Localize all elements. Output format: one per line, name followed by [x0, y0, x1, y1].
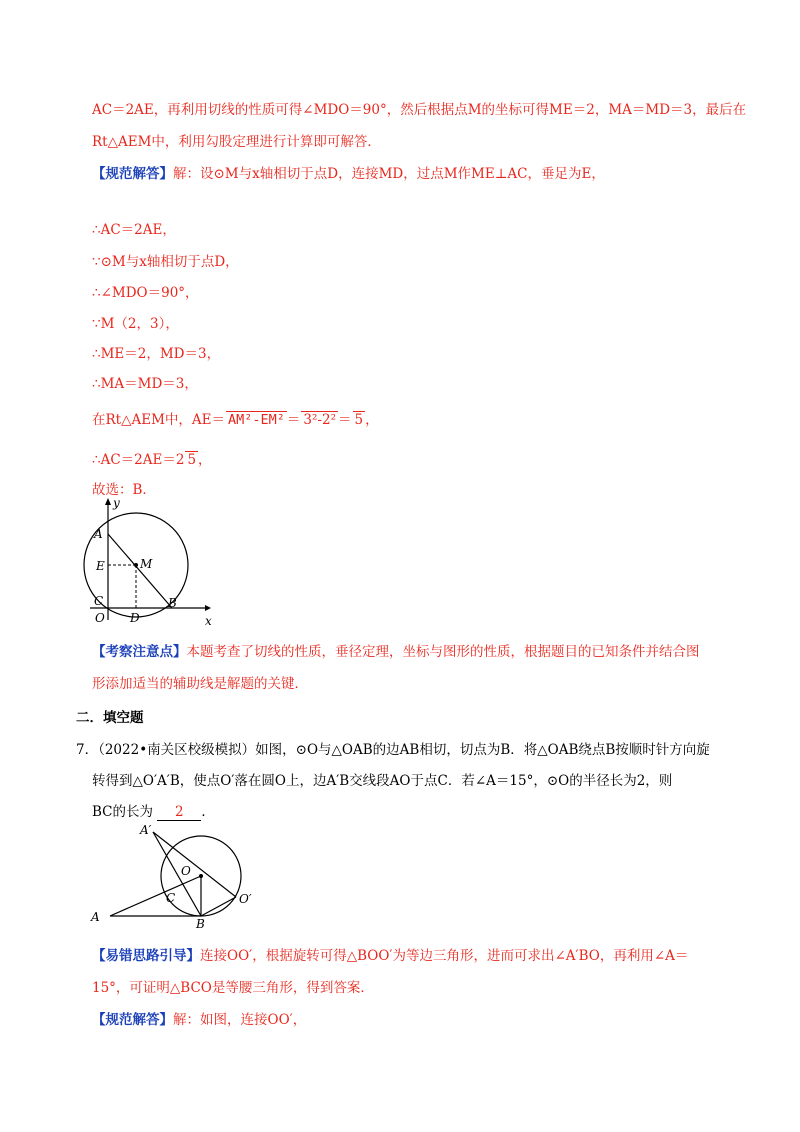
label-b: B [196, 917, 205, 928]
section-tag: 【规范解答】 [92, 1012, 173, 1028]
text-line-14: 形添加适当的辅助线是解题的关键． [92, 676, 308, 692]
point-m [134, 563, 138, 567]
section-tag: 【考察注意点】 [92, 644, 187, 660]
text-line-11 [92, 448, 212, 468]
point-o [199, 874, 203, 878]
note-text: 本题考查了切线的性质，垂径定理，坐标与图形的性质，根据题目的已知条件并结合图 [186, 644, 700, 660]
text-line-12: 故选：B． [92, 482, 156, 498]
section-heading: 二．填空题 [76, 710, 144, 726]
equals-sign: ＝ [286, 412, 301, 428]
radical-3: 5 [354, 412, 364, 428]
text-line-8: ∴ME＝2，MD＝3， [92, 346, 221, 362]
question-text: BC的长为 [92, 804, 154, 820]
solution-line-1 [92, 1008, 306, 1028]
radical: 5 [187, 452, 197, 468]
text-line-7: ∵M（2，3）， [92, 316, 179, 332]
label-a: A [91, 910, 100, 924]
label-c: C [94, 594, 104, 608]
label-d: D [130, 611, 140, 625]
label-o-prime: O′ [239, 892, 252, 906]
y-arrow-icon [105, 498, 111, 505]
equation-prefix: ∴AC＝2AE＝2 [92, 452, 185, 468]
question-line-3 [92, 800, 215, 821]
text-line-9: ∴MA＝MD＝3， [92, 376, 198, 392]
line-ao [110, 876, 201, 916]
label-o: O [181, 864, 191, 878]
label-a-prime: A′ [140, 823, 152, 837]
equation-prefix: 在Rt△AEM中，AE＝ [92, 412, 226, 428]
line-a-prime-o-prime [153, 832, 236, 897]
punct: ， [198, 452, 212, 468]
text-line-5: ∵⊙M与x轴相切于点D， [92, 254, 239, 270]
line-bo-prime [201, 897, 236, 916]
text-line-10 [92, 408, 379, 428]
radical-1: AM²-EM² [228, 412, 285, 428]
label-y: y [113, 496, 120, 510]
label-e: E [96, 559, 105, 573]
question-line-1: 7．（2022•南关区校级模拟）如图，⊙O与△OAB的边AB相切，切点为B．将△OAB绕点B按顺时针方向旋 [76, 742, 710, 758]
punct: ． [201, 804, 215, 820]
hint-line-2: 15°，可证明△BCO是等腰三角形，得到答案． [92, 980, 374, 996]
label-m: M [140, 557, 153, 571]
answer-value: 2 [175, 804, 184, 820]
line-ab [108, 534, 172, 608]
answer-blank [157, 804, 201, 821]
figure-rotation [86, 820, 286, 928]
text-line-2: Rt△AEM中，利用勾股定理进行计算即可解答． [92, 134, 381, 150]
label-c: C [166, 891, 176, 905]
equals-sign: ＝ [338, 412, 352, 428]
solution-text: 解：如图，连接OO′， [173, 1012, 307, 1028]
label-o: O [95, 611, 105, 625]
punct: ， [365, 412, 379, 428]
figure-circle-coordinate [80, 495, 220, 630]
label-x: x [205, 614, 212, 628]
section-tag: 【易错思路引导】 [92, 948, 200, 964]
text-line-6: ∴∠MDO＝90°， [92, 285, 199, 301]
text-line-13 [92, 640, 700, 660]
text-line-1: AC＝2AE，再利用切线的性质可得∠MDO＝90°，然后根据点M的坐标可得ME＝2，MA＝MD＝3，最后在 [92, 102, 747, 118]
hint-line-1 [92, 944, 688, 964]
text-line-3 [92, 162, 605, 182]
solution-text: 解：设⊙M与x轴相切于点D，连接MD，过点M作ME⊥AC，垂足为E， [173, 166, 605, 182]
label-a: A [94, 527, 103, 541]
label-b: B [168, 596, 177, 610]
question-line-2: 转得到△O′A′B，使点O′落在圆O上，边A′B交线段AO于点C．若∠A＝15°，⊙O的半径长为2，则 [92, 773, 673, 789]
radical-2: 3²-2² [303, 412, 336, 428]
hint-text: 连接OO′，根据旋转可得△BOO′为等边三角形，进而可求出∠A′BO，再利用∠A＝ [200, 948, 689, 964]
x-arrow-icon [205, 605, 211, 611]
text-line-4: ∴AC＝2AE， [92, 222, 176, 238]
section-tag: 【规范解答】 [92, 166, 173, 182]
